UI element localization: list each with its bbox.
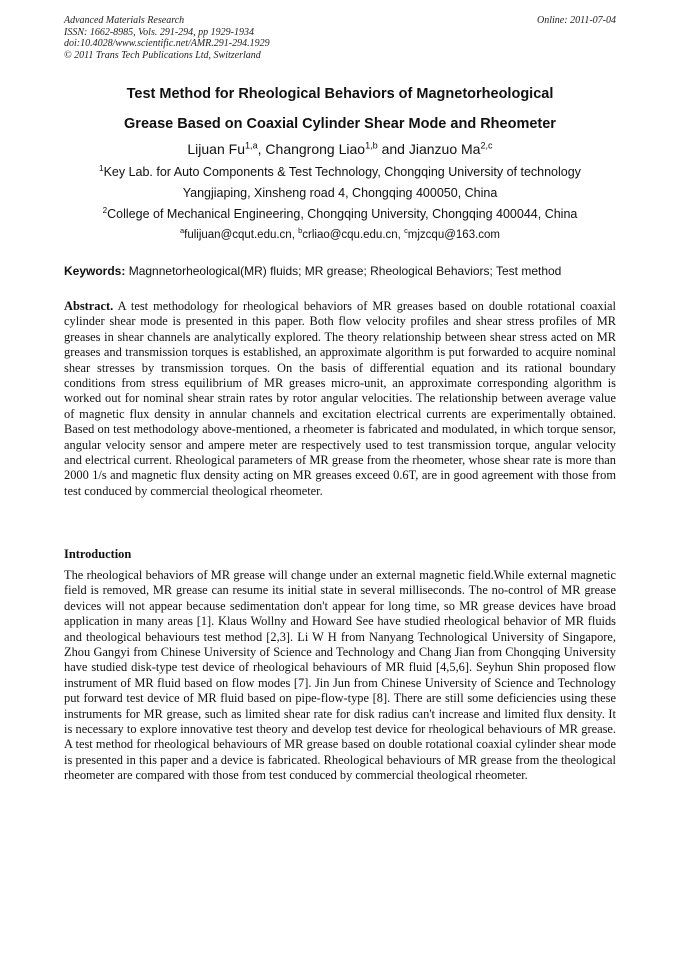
keywords-text: Magnnetorheological(MR) fluids; MR grease; Rheological Behaviors; Test method (128, 264, 562, 278)
affiliation-number: 2 (102, 205, 108, 215)
affiliation-2 (64, 206, 616, 222)
affiliation-text: College of Mechanical Engineering, Chongqing University, Chongqing 400044, China (107, 207, 578, 221)
abstract-label: Abstract. (64, 299, 114, 313)
journal-header (64, 15, 616, 61)
email-separator: , (397, 229, 405, 241)
affiliation-1 (64, 164, 616, 180)
abstract-text: A test methodology for rheological behaviors of MR greases based on double rotational coaxial cylinder shear mode is presented in this paper. Both flow velocity profiles and shear stress profiles of MR greases in shear channels are analytically explored. The theory relationship between shear stress acted on MR greases and transmission torques is established, an approximate algorithm is put forwarded to acquire nominal shear stresses by transmission torques. On the basis of differential equation and its rational boundary conditions from stress equilibrium of MR greases micro-unit, an approximate corresponding algorithm is worked out for nominal shear strain rates by rotor angular velocities. The relationship between average value of magnetic flux density in annular channels and excitation electrical currents are experimentally obtained. Based on test methodology above-mentioned, a rheometer is fabricated and modulated, in which torque sensor, angular velocity sensor and ampere meter are respectively used to test transmission torque, angular velocity and electrical current. Rheological parameters of MR grease from the rheometer, whose shear rate is more than 2000 1/s and magnetic flux density acting on MR greases exceed 0.6T, are in good agreement with those from test conduced by commercial theological rheometer. (64, 299, 616, 498)
email-address[interactable]: fulijuan@cqut.edu.cn (184, 229, 292, 241)
email-mark: b (298, 226, 303, 236)
author-separator: , (257, 141, 266, 157)
author-affiliation-mark: 1,a (244, 140, 258, 151)
author-affiliation-mark: 1,b (365, 140, 378, 151)
author-list (64, 139, 616, 159)
email-mark: c (404, 226, 408, 236)
title-line-1: Test Method for Rheological Behaviors of Magnetorheological (126, 86, 554, 102)
journal-name: Advanced Materials Research (64, 15, 185, 26)
author-name: Changrong Liao (265, 141, 366, 157)
keywords (64, 263, 616, 279)
journal-info (64, 15, 616, 61)
introduction-heading: Introduction (64, 547, 132, 561)
affiliation-1-address: Yangjiaping, Xinsheng road 4, Chongqing 400050, China (182, 186, 498, 200)
email-address[interactable]: mjzcqu@163.com (407, 229, 501, 241)
introduction-text: The rheological behaviors of MR grease will change under an external magnetic field.While external magnetic field is removed, MR grease can resume its initial state in several milliseconds. The no-control of MR grease devices will not appear because sedimentation don't appear for long time, so MR grease devices have broad application in many areas [1]. Klaus Wollny and Howard See have studied rheological behavior of MR fluids and theological behaviours test method [2,3]. Li W H from Nanyang Technological University of Singapore, Zhou Gangyi from Chinese University of Science and Technology and Chang Jian from Chongqing University have studied disk-type test device of rheological behaviours of MR fluid [4,5,6]. Seyhun Shin proposed flow instrument of MR fluid based on flow modes [7]. Jin Jun from Chinese University of Science and Technology put forward test device of MR fluid based on pipe-flow-type [8]. There are still some deficiencies using these instruments for MR grease, such as limited shear rate for disk radius can't increase and limited flux density. It is necessary to explore innovative test theory and develop test device for rheological behaviours of MR grease. A test method for rheological behaviours of MR grease based on double rotational coaxial cylinder shear mode is presented in this paper and a device is fabricated. Rheological behaviours of MR grease from the theological rheometer are compared with those from test conduced by commercial theological rheometer. (64, 568, 616, 783)
author-affiliation-mark: 2,c (480, 140, 493, 151)
author-separator: and (377, 141, 409, 157)
title-line-2: Grease Based on Coaxial Cylinder Shear Mode and Rheometer (124, 116, 556, 132)
email-mark: a (179, 226, 185, 236)
email-separator: , (291, 229, 299, 241)
author-name: Jianzuo Ma (408, 141, 481, 157)
affiliation-text: Key Lab. for Auto Components & Test Technology, Chongqing University of technology (103, 165, 581, 179)
author-emails (64, 228, 616, 243)
keywords-label: Keywords: (64, 264, 126, 278)
online-date: Online: 2011-07-04 (537, 15, 616, 26)
journal-issn: ISSN: 1662-8985, Vols. 291-294, pp 1929-1934 (64, 26, 254, 38)
journal-doi: doi:10.4028/www.scientific.net/AMR.291-294.1929 (64, 38, 270, 49)
affiliation-number: 1 (99, 163, 104, 173)
paper-title (64, 79, 616, 139)
author-name: Lijuan Fu (187, 141, 245, 157)
abstract (64, 299, 616, 499)
email-address[interactable]: crliao@cqu.edu.cn (302, 229, 398, 241)
journal-copyright: © 2011 Trans Tech Publications Ltd, Switzerland (64, 49, 261, 61)
